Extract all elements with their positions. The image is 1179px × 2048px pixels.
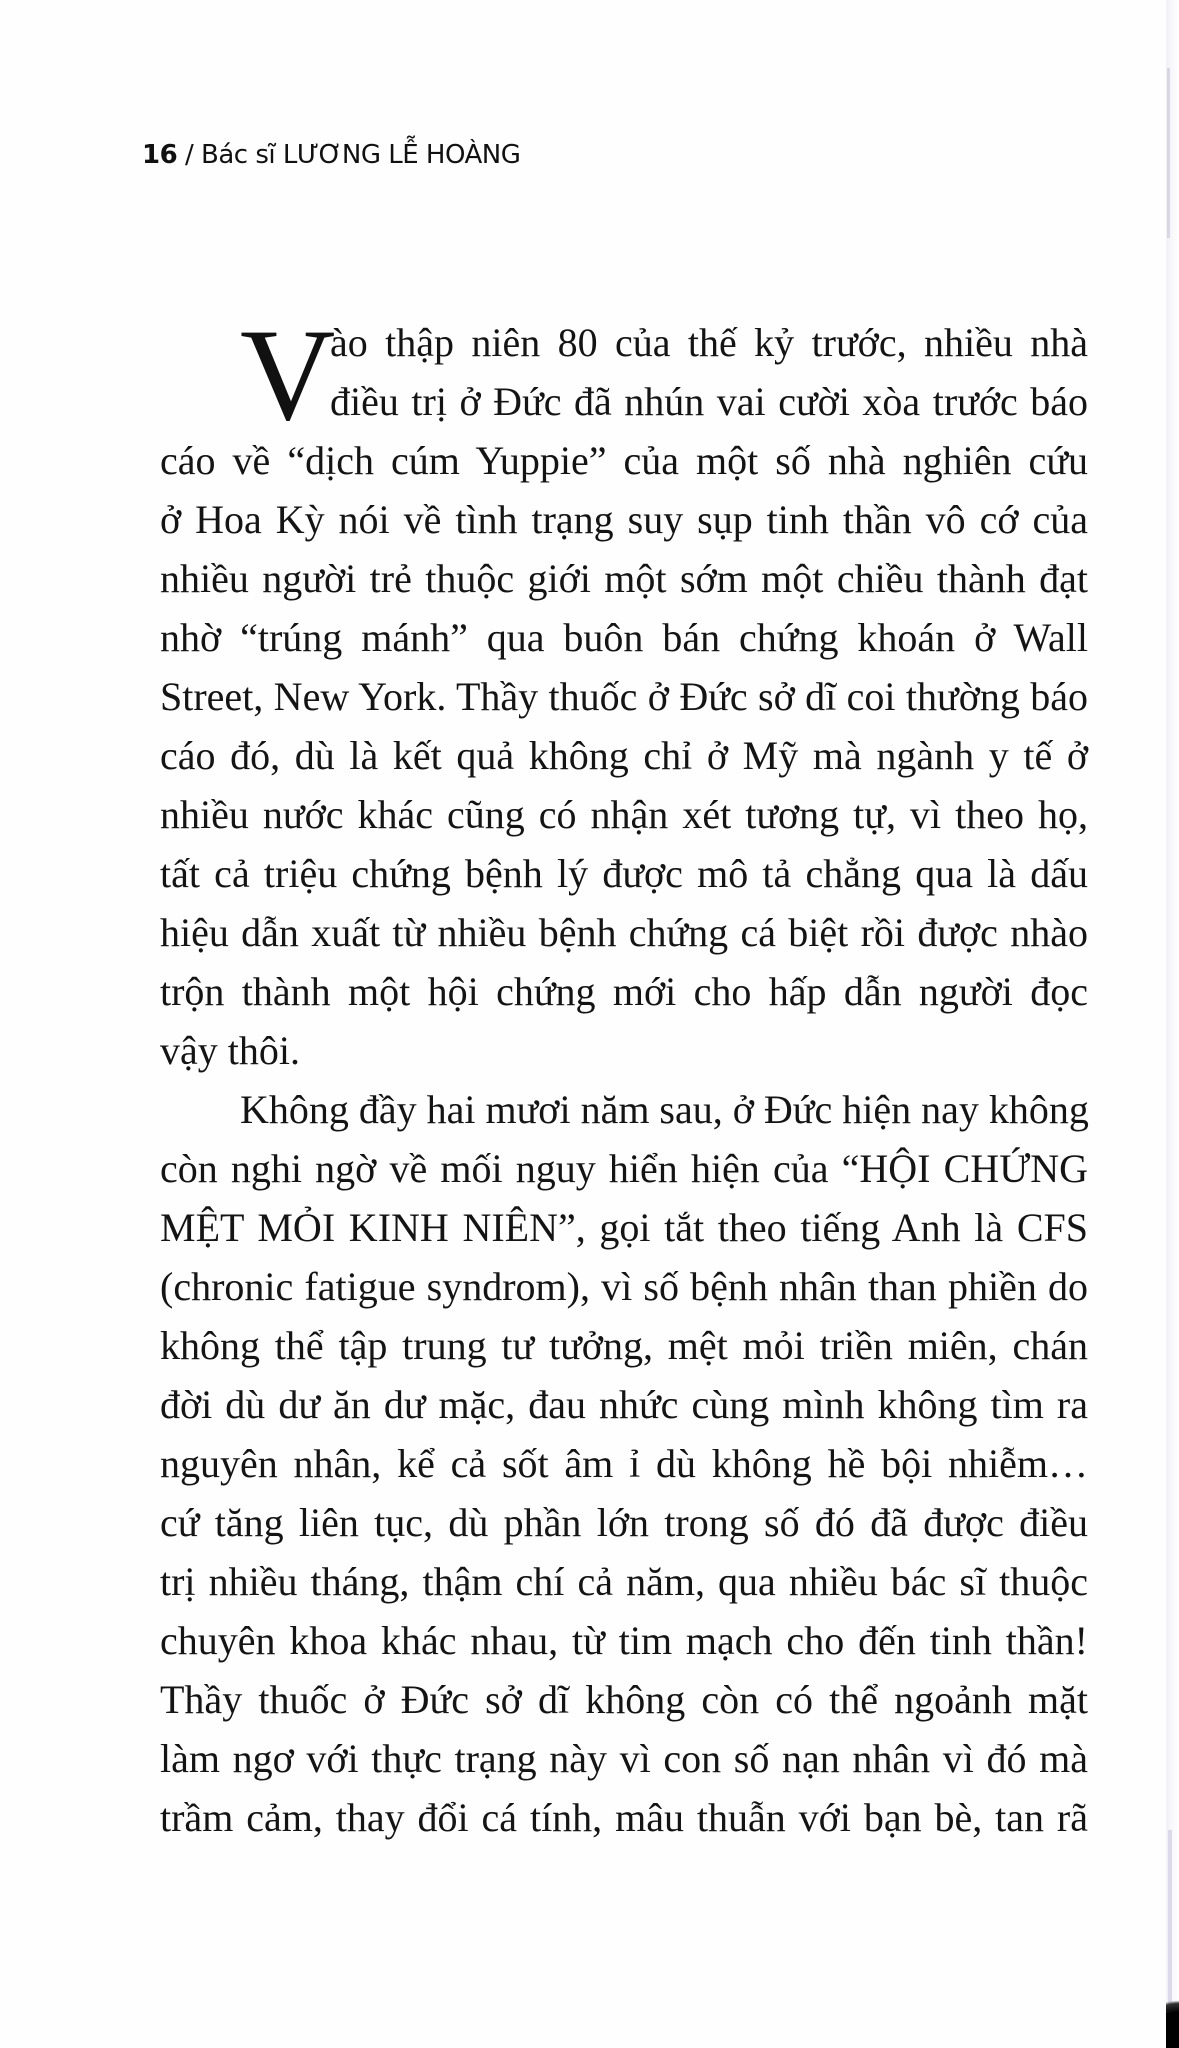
text-line: (chronic fatigue syndrom), vì số bệnh nhân than phiền do xyxy=(160,1264,1088,1309)
text-line: Street, New York. Thầy thuốc ở Đức sở dĩ coi thường báo xyxy=(160,674,1088,719)
text-line: cáo về “dịch cúm Yuppie” của một số nhà nghiên cứu xyxy=(160,438,1088,483)
page-number: 16 xyxy=(142,140,178,170)
text-line: điều trị ở Đức đã nhún vai cười xòa trước báo xyxy=(330,379,1088,424)
scan-corner-shadow xyxy=(1166,1990,1179,2048)
text-line: Không đầy hai mươi năm sau, ở Đức hiện nay không xyxy=(240,1087,1089,1132)
text-line: nhiều nước khác cũng có nhận xét tương tự, vì theo họ, xyxy=(160,792,1088,837)
page-edge xyxy=(1166,0,1179,2048)
text-line: trị nhiều tháng, thậm chí cả năm, qua nhiều bác sĩ thuộc xyxy=(160,1559,1088,1604)
text-line: nguyên nhân, kể cả sốt âm ỉ dù không hề bội nhiễm… xyxy=(160,1441,1088,1486)
text-line: tất cả triệu chứng bệnh lý được mô tả chẳng qua là dấu xyxy=(160,851,1088,896)
text-line: còn nghi ngờ về mối nguy hiển hiện của “HỘI CHỨNG xyxy=(160,1146,1088,1191)
text-line: làm ngơ với thực trạng này vì con số nạn nhân vì đó mà xyxy=(160,1736,1088,1781)
text-line: nhờ “trúng mánh” qua buôn bán chứng khoán ở Wall xyxy=(160,615,1088,660)
text-line: cứ tăng liên tục, dù phần lớn trong số đó đã được điều xyxy=(160,1500,1088,1545)
text-line: đời dù dư ăn dư mặc, đau nhức cùng mình không tìm ra xyxy=(160,1382,1088,1427)
text-line: trộn thành một hội chứng mới cho hấp dẫn người đọc xyxy=(160,969,1088,1014)
body-text xyxy=(160,301,1089,1847)
text-line: ào thập niên 80 của thế kỷ trước, nhiều nhà xyxy=(330,320,1088,365)
text-line: Thầy thuốc ở Đức sở dĩ không còn có thể ngoảnh mặt xyxy=(160,1677,1088,1722)
text-line: ở Hoa Kỳ nói về tình trạng suy sụp tinh thần vô cớ của xyxy=(160,497,1088,542)
text-line: cáo đó, dù là kết quả không chỉ ở Mỹ mà ngành y tế ở xyxy=(160,733,1088,778)
text-line: nhiều người trẻ thuộc giới một sớm một chiều thành đạt xyxy=(160,556,1088,601)
text-line: trầm cảm, thay đổi cá tính, mâu thuẫn với bạn bè, tan rã xyxy=(160,1795,1088,1840)
running-head-separator: / xyxy=(177,140,201,170)
running-head-author: Bác sĩ LƯƠNG LỄ HOÀNG xyxy=(200,140,521,170)
paragraph-1 xyxy=(160,301,1088,1080)
page-edge-shadow xyxy=(1167,68,1170,238)
text-line: vậy thôi. xyxy=(160,1028,300,1073)
paragraph-2 xyxy=(160,1080,1088,1847)
text-line: MỆT MỎI KINH NIÊN”, gọi tắt theo tiếng Anh là CFS xyxy=(160,1205,1088,1250)
text-line: hiệu dẫn xuất từ nhiều bệnh chứng cá biệt rồi được nhào xyxy=(160,910,1088,955)
text-line: chuyên khoa khác nhau, từ tim mạch cho đến tinh thần! xyxy=(160,1618,1088,1663)
text-line: không thể tập trung tư tưởng, mệt mỏi triền miên, chán xyxy=(160,1323,1088,1368)
drop-cap: V xyxy=(240,301,336,448)
running-head xyxy=(142,140,520,170)
